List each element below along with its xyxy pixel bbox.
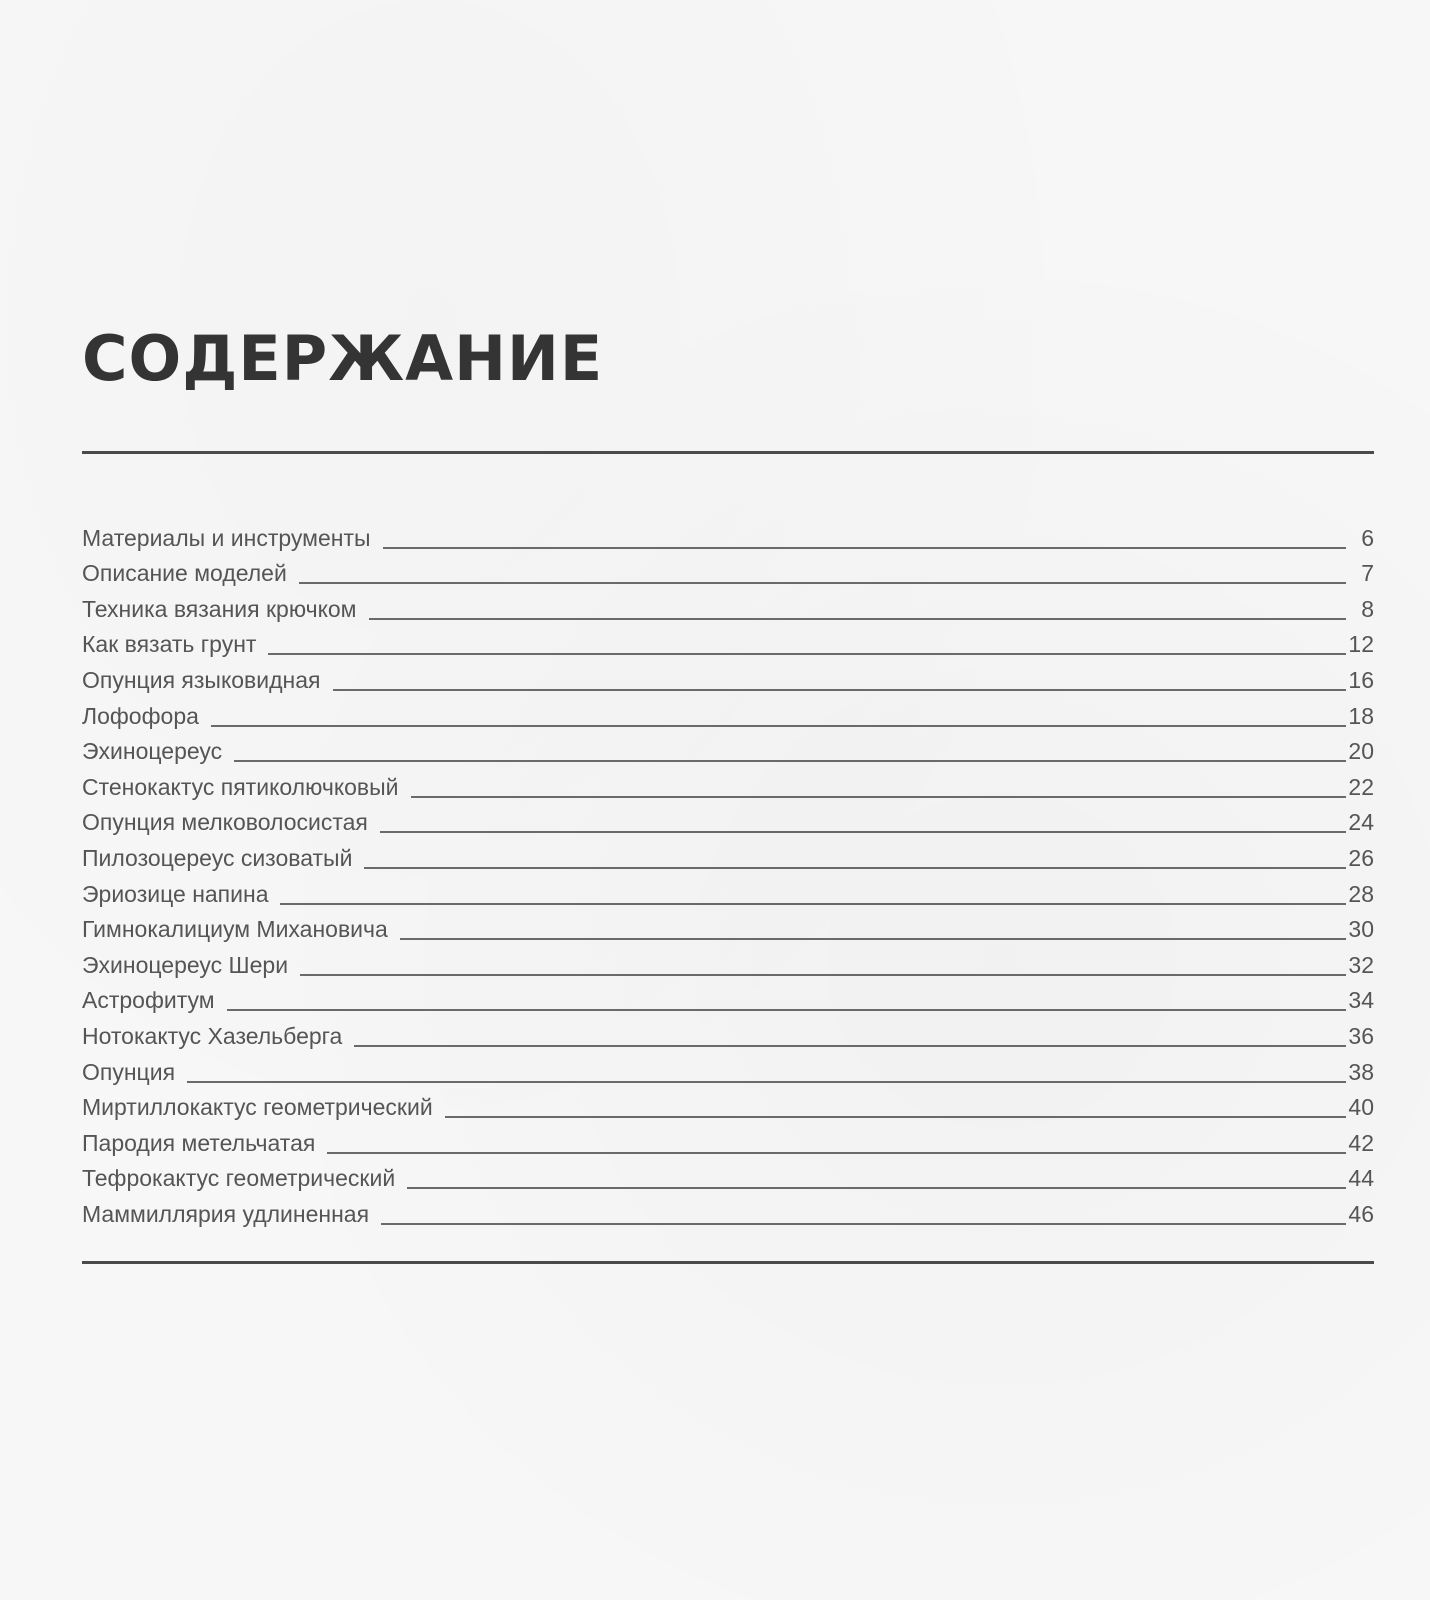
page-title: СОДЕРЖАНИЕ bbox=[82, 322, 604, 395]
table-of-contents bbox=[82, 518, 1374, 1230]
toc-entry-title: Тефрокактус геометрический bbox=[82, 1165, 396, 1192]
toc-leader-line bbox=[227, 1009, 1346, 1011]
toc-entry-title: Эриозице напина bbox=[82, 880, 269, 907]
toc-entry-title: Эхиноцереус bbox=[82, 738, 223, 765]
toc-entry bbox=[82, 945, 1374, 981]
toc-entry-page: 38 bbox=[1348, 1058, 1374, 1085]
toc-entry bbox=[82, 838, 1374, 874]
toc-leader-line bbox=[211, 725, 1346, 727]
toc-entry bbox=[82, 1052, 1374, 1088]
toc-entry-page: 8 bbox=[1361, 595, 1374, 622]
toc-leader-line bbox=[354, 1045, 1346, 1047]
toc-entry-page: 20 bbox=[1348, 738, 1374, 765]
bottom-divider bbox=[82, 1261, 1374, 1264]
toc-entry-title: Астрофитум bbox=[82, 987, 215, 1014]
toc-leader-line bbox=[333, 689, 1347, 691]
toc-entry bbox=[82, 1016, 1374, 1052]
toc-leader-line bbox=[380, 831, 1346, 833]
toc-entry-page: 28 bbox=[1348, 880, 1374, 907]
top-divider bbox=[82, 451, 1374, 454]
toc-leader-line bbox=[268, 653, 1346, 655]
toc-entry-page: 12 bbox=[1348, 631, 1374, 658]
toc-entry bbox=[82, 625, 1374, 661]
toc-leader-line bbox=[407, 1187, 1346, 1189]
toc-entry-title: Маммиллярия удлиненная bbox=[82, 1200, 370, 1227]
toc-entry-title: Пилозоцереус сизоватый bbox=[82, 844, 353, 871]
toc-leader-line bbox=[400, 938, 1346, 940]
toc-entry bbox=[82, 518, 1374, 554]
toc-entry bbox=[82, 1088, 1374, 1124]
toc-entry-page: 46 bbox=[1348, 1200, 1374, 1227]
toc-entry-title: Опунция языковидная bbox=[82, 666, 321, 693]
toc-entry-page: 22 bbox=[1348, 773, 1374, 800]
toc-leader-line bbox=[381, 1223, 1346, 1225]
toc-entry-title: Эхиноцереус Шери bbox=[82, 951, 289, 978]
toc-entry-title: Описание моделей bbox=[82, 560, 287, 587]
toc-entry bbox=[82, 981, 1374, 1017]
toc-leader-line bbox=[300, 974, 1346, 976]
toc-entry-title: Лофофора bbox=[82, 702, 199, 729]
toc-entry bbox=[82, 803, 1374, 839]
toc-entry-page: 36 bbox=[1348, 1022, 1374, 1049]
toc-entry-page: 16 bbox=[1348, 666, 1374, 693]
toc-entry-page: 26 bbox=[1348, 844, 1374, 871]
toc-entry bbox=[82, 1194, 1374, 1230]
toc-entry-page: 30 bbox=[1348, 916, 1374, 943]
toc-entry-title: Опунция мелковолосистая bbox=[82, 809, 368, 836]
toc-entry-title: Нотокактус Хазельберга bbox=[82, 1022, 343, 1049]
toc-entry-title: Миртиллокактус геометрический bbox=[82, 1094, 433, 1121]
toc-entry-title: Стенокактус пятиколючковый bbox=[82, 773, 399, 800]
toc-entry-title: Пародия метельчатая bbox=[82, 1129, 316, 1156]
toc-leader-line bbox=[299, 582, 1346, 584]
toc-entry-title: Гимнокалициум Михановича bbox=[82, 916, 388, 943]
toc-entry bbox=[82, 660, 1374, 696]
toc-entry-page: 34 bbox=[1348, 987, 1374, 1014]
toc-entry-page: 7 bbox=[1361, 560, 1374, 587]
toc-entry bbox=[82, 767, 1374, 803]
toc-entry bbox=[82, 1159, 1374, 1195]
toc-leader-line bbox=[411, 796, 1346, 798]
toc-entry-page: 32 bbox=[1348, 951, 1374, 978]
toc-leader-line bbox=[364, 867, 1346, 869]
toc-entry-title: Техника вязания крючком bbox=[82, 595, 357, 622]
toc-entry bbox=[82, 696, 1374, 732]
toc-entry-title: Опунция bbox=[82, 1058, 176, 1085]
toc-entry bbox=[82, 874, 1374, 910]
toc-leader-line bbox=[369, 618, 1347, 620]
toc-entry-title: Материалы и инструменты bbox=[82, 524, 371, 551]
toc-leader-line bbox=[383, 547, 1346, 549]
toc-entry bbox=[82, 589, 1374, 625]
toc-leader-line bbox=[234, 760, 1346, 762]
toc-entry-page: 18 bbox=[1348, 702, 1374, 729]
toc-leader-line bbox=[187, 1081, 1346, 1083]
toc-leader-line bbox=[280, 903, 1346, 905]
toc-entry bbox=[82, 1123, 1374, 1159]
toc-leader-line bbox=[445, 1116, 1346, 1118]
toc-entry bbox=[82, 554, 1374, 590]
toc-entry-page: 42 bbox=[1348, 1129, 1374, 1156]
toc-entry-page: 6 bbox=[1361, 524, 1374, 551]
toc-entry-page: 40 bbox=[1348, 1094, 1374, 1121]
toc-entry bbox=[82, 732, 1374, 768]
toc-leader-line bbox=[327, 1152, 1346, 1154]
toc-entry-page: 24 bbox=[1348, 809, 1374, 836]
toc-entry bbox=[82, 910, 1374, 946]
toc-entry-title: Как вязать грунт bbox=[82, 631, 257, 658]
toc-entry-page: 44 bbox=[1348, 1165, 1374, 1192]
